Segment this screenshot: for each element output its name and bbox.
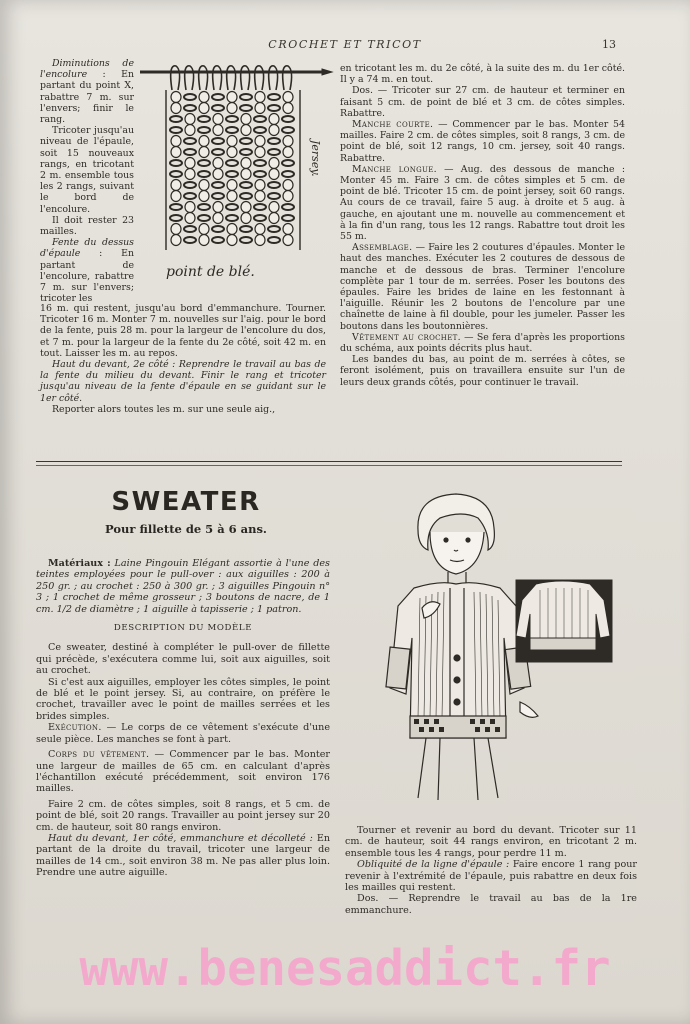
stitch-loop [212,94,224,100]
stitch-loop [282,171,294,177]
spacer [36,615,330,623]
stitch-loop [171,235,181,246]
stitch-loop [269,125,279,136]
stitch-loop [268,193,280,199]
needle-loop [199,66,208,90]
stitch-loop [198,204,210,210]
stitch-loop [269,158,279,169]
stitch-loop [184,138,196,144]
stitch-loop [227,136,237,147]
needle-loop [283,66,292,90]
stitch-loop [212,226,224,232]
stitch-loop [184,226,196,232]
paragraph: Tricoter jusqu'au niveau de l'épaule, soit 15 nouveaux rangs, en tricotant 2 m. ensemble tous les 2 rangs, suivant le bord de l'encolure. [40,125,134,215]
paragraph: Faire 2 cm. de côtes simples, soit 8 rangs, et 5 cm. de point de blé, soit 20 rangs. Travailler au point jersey sur 20 cm. de hauteur, soit 80 rangs environ. [36,798,330,833]
needle-loop [213,66,222,90]
stitch-loop [254,215,266,221]
stitch-loop [199,191,209,202]
spacer [36,634,330,642]
paragraph: Exécution. — Le corps de ce vêtement s'exécute d'une seule pièce. Les manches se font à part. [36,722,330,745]
stitch-loop [283,224,293,235]
stitch-loop [282,160,294,166]
section-divider [36,461,622,462]
stitch-loop [170,215,182,221]
stitch-loop [212,149,224,155]
description-heading: DESCRIPTION DU MODÈLE [113,623,253,634]
stitch-loop [185,202,195,213]
stitch-loop [227,180,237,191]
needle-loop [269,66,278,90]
stitch-loop [226,116,238,122]
stitch-loop [213,158,223,169]
stitch-loop [255,92,265,103]
stitch-loop [255,147,265,158]
stitch-loop [254,171,266,177]
stitch-loop [255,136,265,147]
top-left-narrow-column [40,58,134,304]
needle-loop [241,66,250,90]
stitch-loop [226,160,238,166]
stitch-loop [283,103,293,114]
stitch-loop [199,92,209,103]
stitch-loop [255,191,265,202]
stitch-loop [184,237,196,243]
stitch-loop [184,193,196,199]
paragraph: Vêtement au crochet. — Se fera d'après les proportions du schéma, aux points décrits plus haut. [340,331,625,355]
stitch-loop [170,116,182,122]
stitch-loop [199,147,209,158]
stitch-loop [212,237,224,243]
stitch-loop [282,116,294,122]
stitch-loop [282,127,294,133]
stitch-loop [198,127,210,133]
stitch-loop [254,160,266,166]
stitch-loop [227,224,237,235]
stitch-loop [226,127,238,133]
stitch-loop [199,136,209,147]
stitch-loop [170,160,182,166]
stitch-loop [255,235,265,246]
stitch-loop [227,147,237,158]
needle-tip [322,69,332,75]
paragraph: Reporter alors toutes les m. sur une seule aig., [52,403,276,415]
paragraph: Les bandes du bas, au point de m. serrées à côtes, se feront isolément, puis on travaillera ensuite sur l'un de leurs deux grands côtés, pour continuer le travail. [340,354,625,388]
stitch-loop [171,103,181,114]
stitch-loop [241,114,251,125]
stitch-loop [198,171,210,177]
paragraph: Il doit rester 23 mailles. [40,214,134,238]
stitch-loop [240,138,252,144]
stitch-loop [185,114,195,125]
stitch-loop [254,116,266,122]
stitch-loop [212,105,224,111]
stitch-loop [268,94,280,100]
paragraph: Manche longue. — Aug. des dessous de manche : Monter 45 m. Faire 3 cm. de côtes simples et 5 cm. de point de blé. Tricoter 15 cm. de point jersey, soit 60 rangs. Au cours de ce travail, faire 5 aug. à droite et 5 aug. à gauche, en ajoutant une m. nouvelle au commencement et à la fin d'un rang, tous les 12 rangs. Rabattre tout droit les 55 m. [340,163,625,243]
stitch-loop [283,92,293,103]
sweater-instructions-column [36,558,330,879]
stitch-loop [212,138,224,144]
needle-loop [185,66,194,90]
stitch-loop [184,105,196,111]
point-de-ble-caption: point de blé. [166,264,255,280]
stitch-loop [185,213,195,224]
paragraph: Assemblage. — Faire les 2 coutures d'épaules. Monter le haut des manches. Exécuter les 2 coutures de dessous de manche et de dessous de bras. Terminer l'encolure complète par 1 tour de m. serrées. Poser les boutons des épaules. Faire les brides de laine en les festonnant à l'aiguille. Réunir les 2 boutons de l'encolure par une chaînette de laine à fil double, pour les jumeler. Passer les boutons dans les boutonnières. [340,242,625,332]
paragraph: Ce sweater, destiné à compléter le pull-over de fillette qui précède, s'exécutera comme lui, soit aux aiguilles, soit au crochet. [36,642,330,677]
stitch-loop [185,158,195,169]
jersey-label: Jersey. [309,140,322,177]
article-subtitle: Pour fillette de 5 à 6 ans. [105,522,267,536]
stitch-loop [241,213,251,224]
stitch-loop [283,180,293,191]
needle-loop [227,66,236,90]
stitch-loop [185,125,195,136]
needle-loop [171,66,180,90]
stitch-loop [255,180,265,191]
paragraph: Fente du dessus d'épaule : En partant de l'encolure, rabattre 7 m. sur l'envers; tricoter les [40,237,134,305]
stitch-loop [170,204,182,210]
stitch-loop [269,169,279,180]
stitch-loop [184,182,196,188]
stitch-loop [283,136,293,147]
stitch-loop [227,92,237,103]
stitch-loop [171,224,181,235]
stitch-loop [283,235,293,246]
paragraph: Haut du devant, 2e côté : Reprendre le travail au bas de la fente du milieu du devant. Finir le rang et tricoter jusqu'au niveau de la fente d'épaule en se guidant sur le 1er côté. [40,359,326,404]
stitch-loop [171,191,181,202]
stitch-loop [199,180,209,191]
paragraph: Tourner et revenir au bord du devant. Tricoter sur 11 cm. de hauteur, soit 44 rangs environ, en tricotant 2 m. ensemble tous les 4 rangs, pour perdre 11 m. [345,825,637,859]
stitch-loop [226,215,238,221]
stitch-loop [212,193,224,199]
stitch-loop [282,204,294,210]
stitch-loop [268,149,280,155]
stitch-loop [240,105,252,111]
stitch-loop [226,204,238,210]
paragraph: Manche courte. — Commencer par le bas. Monter 54 mailles. Faire 2 cm. de côtes simples, soit 8 rangs, 3 cm. de point de blé, soit 12 rangs, 10 cm. jersey, soit 40 rangs. Rabattre. [340,119,625,164]
stitch-loop [212,182,224,188]
stitch-loop [213,114,223,125]
page-header-title: CROCHET ET TRICOT [268,38,422,51]
sweater-instructions-right-column [345,825,637,916]
stitch-loop [227,191,237,202]
page-number: 13 [602,38,616,51]
stitch-loop [213,169,223,180]
stitch-loop [184,94,196,100]
article-title: SWEATER [111,487,261,517]
stitch-loop [227,235,237,246]
stitch-loop [240,182,252,188]
needle-loop [255,66,264,90]
stitch-loop [269,202,279,213]
stitch-loop [227,103,237,114]
stitch-loop [171,147,181,158]
stitch-loop [255,103,265,114]
top-right-column [340,63,625,388]
paragraph: 16 m. qui restent, jusqu'au bord d'emmanchure. Tourner. Tricoter 16 m. Monter 7 m. nouvelles sur l'aig. pour le bord de la fente, puis 28 m. pour la largeur de l'encolure du dos, et 7 m. pour la largeur de la fente du 2e côté, soit 42 m. en tout. Laisser les m. au repos. [40,303,326,359]
stitch-loop [255,224,265,235]
stitch-loop [240,94,252,100]
stitch-pattern-illustration [136,60,336,290]
paragraph: Diminutions de l'encolure : En partant du point X, rabattre 7 m. sur l'envers; finir le rang. [40,58,134,126]
stitch-loop [226,171,238,177]
stitch-loop [241,169,251,180]
stitch-loop [269,213,279,224]
stitch-loop [241,158,251,169]
stitch-loop [185,169,195,180]
stitch-loop [170,171,182,177]
section-divider-thin [36,465,622,466]
stitch-loop [283,191,293,202]
top-left-column [40,303,326,415]
stitch-loop [199,235,209,246]
stitch-loop [268,226,280,232]
stitch-loop [240,149,252,155]
stitch-loop [198,116,210,122]
stitch-loop [254,204,266,210]
stitch-loop [240,193,252,199]
stitch-loop [282,215,294,221]
stitch-loop [171,180,181,191]
stitch-loop [213,125,223,136]
stitch-loop [269,114,279,125]
stitch-loop [254,127,266,133]
stitch-loop [241,202,251,213]
stitch-loop [171,92,181,103]
paragraph: Dos. — Tricoter sur 27 cm. de hauteur et terminer en faisant 5 cm. de point de blé et 3 cm. de côtes simples. Rabattre. [340,85,625,119]
stitch-loop [240,226,252,232]
stitch-loop [283,147,293,158]
website-watermark: www.benesaddict.fr [79,940,611,997]
girl-sweater-illustration [370,488,620,806]
stitch-loop [268,237,280,243]
paragraph: Obliquité de la ligne d'épaule : Faire encore 1 rang pour revenir à l'extrémité de l'épaule, puis rabattre en deux fois les mailles qui restent. [345,859,637,894]
paragraph: Si c'est aux aiguilles, employer les côtes simples, le point de blé et le point jersey. Si, au contraire, on préfère le crochet, travailler avec le point de mailles serrées et les brides simples. [36,676,330,722]
stitch-loop [213,213,223,224]
stitch-loop [268,105,280,111]
stitch-loop [268,138,280,144]
materials-paragraph: Matériaux : Laine Pingouin Elégant assortie à l'une des teintes employées pour le pull-over : aux aiguilles : 200 à 250 gr. ; au crochet : 250 à 300 gr. ; 3 aiguilles Pingouin n° 3 ; 1 crochet de même grosseur ; 3 boutons de nacre, de 1 cm. 1/2 de diamètre ; 1 aiguille à tapisserie ; 1 patron. [36,558,330,615]
stitch-loop [171,136,181,147]
stitch-loop [184,149,196,155]
stitch-loop [199,224,209,235]
stitch-loop [241,125,251,136]
paragraph: Corps du vêtement. — Commencer par le bas. Monter une largeur de mailles de 65 cm. en calculant d'après l'échantillon exécuté précédemment, soit environ 176 mailles. [36,749,330,795]
stitch-loop [170,127,182,133]
stitch-loop [213,202,223,213]
stitch-loop [198,160,210,166]
stitch-loop [198,215,210,221]
stitch-loop [199,103,209,114]
paragraph: Dos. — Reprendre le travail au bas de la 1re emmanchure. [345,893,637,916]
stitch-loop [240,237,252,243]
paragraph: en tricotant les m. du 2e côté, à la suite des m. du 1er côté. Il y a 74 m. en tout. [340,63,625,86]
paragraph: Haut du devant, 1er côté, emmanchure et décolleté : En partant de la droite du travail, tricoter une largeur de mailles de 14 cm., soit environ 38 m. Ne pas aller plus loin. Prendre une autre aiguille. [36,832,331,879]
stitch-loop [268,182,280,188]
